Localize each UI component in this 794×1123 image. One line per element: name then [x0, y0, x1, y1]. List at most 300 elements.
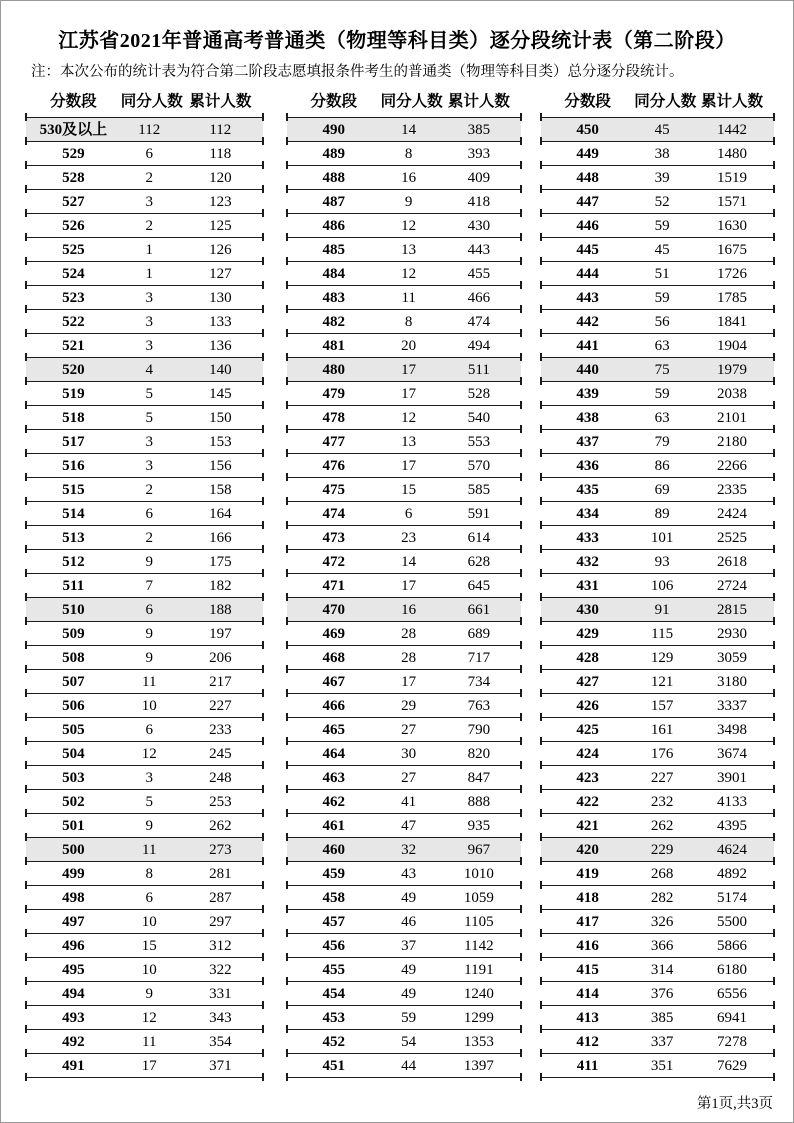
table-row: [287, 501, 521, 525]
cumulative-cell: 2424: [717, 505, 748, 522]
cumulative-cell: 248: [209, 769, 232, 786]
count-cell: 45: [654, 241, 670, 258]
cumulative-cell: 133: [209, 313, 232, 330]
count-cell: 49: [401, 889, 417, 906]
table-row: [26, 621, 263, 645]
score-cell: 433: [576, 529, 599, 546]
cumulative-cell: 4892: [717, 865, 748, 882]
score-cell: 416: [576, 937, 599, 954]
table-row: [26, 141, 263, 165]
cumulative-cell: 474: [467, 313, 491, 330]
cumulative-cell: 297: [209, 913, 232, 930]
score-cell: 517: [62, 433, 85, 450]
count-cell: 28: [401, 625, 417, 642]
cumulative-cell: 118: [209, 145, 232, 162]
table-row: [287, 381, 521, 405]
cumulative-cell: 1142: [464, 937, 494, 954]
cumulative-cell: 1240: [463, 985, 494, 1002]
count-cell: 17: [401, 577, 417, 594]
cumulative-cell: 6180: [717, 961, 748, 978]
score-cell: 490: [322, 121, 346, 138]
score-cell: 520: [62, 361, 85, 378]
score-cell: 451: [322, 1057, 346, 1074]
score-cell: 413: [576, 1009, 599, 1026]
score-cell: 430: [576, 601, 599, 618]
score-cell: 492: [62, 1033, 85, 1050]
table-row: [541, 693, 774, 717]
cumulative-cell: 3180: [717, 673, 748, 690]
count-cell: 49: [401, 985, 417, 1002]
table-row: [541, 1053, 774, 1077]
count-cell: 20: [401, 337, 417, 354]
score-cell: 456: [322, 937, 346, 954]
count-cell: 11: [142, 673, 157, 690]
header-score-segment: 分数段: [50, 93, 97, 110]
cumulative-cell: 3674: [717, 745, 748, 762]
count-cell: 89: [654, 505, 670, 522]
score-cell: 466: [322, 697, 346, 714]
count-cell: 3: [145, 457, 153, 474]
count-cell: 6: [145, 505, 153, 522]
cumulative-cell: 322: [209, 961, 232, 978]
score-cell: 476: [322, 457, 346, 474]
count-cell: 11: [142, 1033, 157, 1050]
table-row: [287, 117, 521, 141]
count-cell: 13: [401, 241, 417, 258]
table-row: [287, 1053, 521, 1077]
count-cell: 11: [401, 289, 416, 306]
table-row: [26, 573, 263, 597]
score-cell: 481: [322, 337, 346, 354]
cumulative-cell: 393: [467, 145, 491, 162]
table-row: [541, 309, 774, 333]
score-cell: 514: [62, 505, 85, 522]
count-cell: 28: [401, 649, 417, 666]
table-row: [541, 333, 774, 357]
table-row: [287, 237, 521, 261]
table-row: [26, 957, 263, 981]
table-row: [26, 669, 263, 693]
table-row: [287, 813, 521, 837]
count-cell: 52: [654, 193, 670, 210]
count-cell: 9: [145, 553, 153, 570]
count-cell: 23: [401, 529, 417, 546]
count-cell: 12: [401, 217, 417, 234]
cumulative-cell: 125: [209, 217, 232, 234]
score-cell: 494: [62, 985, 85, 1002]
score-cell: 462: [322, 793, 346, 810]
table-row: [541, 429, 774, 453]
count-cell: 59: [654, 289, 670, 306]
table-row: [287, 693, 521, 717]
table-row: [287, 741, 521, 765]
table-row: [541, 957, 774, 981]
score-cell: 434: [576, 505, 599, 522]
score-cell: 480: [322, 361, 346, 378]
count-cell: 63: [654, 409, 670, 426]
cumulative-cell: 123: [209, 193, 232, 210]
count-cell: 3: [145, 769, 153, 786]
table-row: [287, 1005, 521, 1029]
count-cell: 15: [401, 481, 417, 498]
table-row: [26, 477, 263, 501]
cumulative-cell: 150: [209, 409, 232, 426]
table-row: [26, 429, 263, 453]
score-cell: 468: [322, 649, 346, 666]
table-row: [541, 909, 774, 933]
count-cell: 79: [654, 433, 670, 450]
table-row: [26, 525, 263, 549]
cumulative-cell: 7278: [717, 1033, 748, 1050]
cumulative-cell: 1059: [463, 889, 494, 906]
score-cell: 508: [62, 649, 85, 666]
cumulative-cell: 2038: [717, 385, 748, 402]
cumulative-cell: 2266: [717, 457, 748, 474]
score-cell: 418: [576, 889, 599, 906]
score-cell: 506: [62, 697, 85, 714]
table-row: [26, 933, 263, 957]
score-cell: 497: [62, 913, 85, 930]
count-cell: 351: [650, 1057, 674, 1074]
table-row: [287, 285, 521, 309]
table-row: [287, 213, 521, 237]
cumulative-cell: 2101: [717, 409, 748, 426]
cumulative-cell: 1571: [717, 193, 748, 210]
score-cell: 463: [322, 769, 346, 786]
header-cumulative-count: 累计人数: [447, 93, 510, 110]
cumulative-cell: 3059: [717, 649, 748, 666]
count-cell: 30: [401, 745, 417, 762]
score-cell: 485: [322, 241, 346, 258]
score-cell: 445: [576, 241, 599, 258]
table-row: [26, 645, 263, 669]
cumulative-cell: 5500: [717, 913, 748, 930]
table-row: [26, 813, 263, 837]
table-row: [541, 669, 774, 693]
cumulative-cell: 661: [467, 601, 491, 618]
table-row: [287, 333, 521, 357]
table-row: [541, 1029, 774, 1053]
score-cell: 429: [576, 625, 599, 642]
score-cell: 471: [322, 577, 346, 594]
header-score-segment: 分数段: [310, 93, 358, 110]
count-cell: 14: [401, 121, 417, 138]
cumulative-cell: 4395: [717, 817, 748, 834]
score-cell: 427: [576, 673, 599, 690]
cumulative-cell: 127: [209, 265, 232, 282]
score-cell: 461: [322, 817, 346, 834]
cumulative-cell: 847: [467, 769, 491, 786]
score-cell: 509: [62, 625, 85, 642]
cumulative-cell: 614: [467, 529, 491, 546]
table-row: [541, 597, 774, 621]
score-cell: 415: [576, 961, 599, 978]
cumulative-cell: 540: [467, 409, 491, 426]
table-row: [287, 1029, 521, 1053]
table-row: [541, 981, 774, 1005]
score-cell: 432: [576, 553, 599, 570]
score-cell: 420: [576, 841, 599, 858]
count-cell: 5: [145, 385, 153, 402]
score-cell: 435: [576, 481, 599, 498]
cumulative-cell: 273: [209, 841, 232, 858]
table-row: [541, 717, 774, 741]
count-cell: 91: [654, 601, 670, 618]
table-row: [287, 861, 521, 885]
cumulative-cell: 1785: [717, 289, 748, 306]
cumulative-cell: 6556: [717, 985, 748, 1002]
count-cell: 17: [401, 457, 417, 474]
cumulative-cell: 2618: [717, 553, 748, 570]
cumulative-cell: 790: [467, 721, 491, 738]
score-cell: 502: [62, 793, 85, 810]
score-cell: 512: [62, 553, 85, 570]
score-cell: 487: [322, 193, 346, 210]
table-row: [26, 117, 263, 141]
cumulative-cell: 888: [467, 793, 491, 810]
cumulative-cell: 182: [209, 577, 232, 594]
cumulative-cell: 645: [467, 577, 491, 594]
score-cell: 446: [576, 217, 599, 234]
header-same-score-count: 同分人数: [380, 93, 443, 110]
cumulative-cell: 1841: [717, 313, 748, 330]
count-cell: 8: [404, 145, 413, 162]
cumulative-cell: 233: [209, 721, 232, 738]
table-row: [26, 333, 263, 357]
score-cell: 496: [62, 937, 85, 954]
count-cell: 106: [650, 577, 674, 594]
cumulative-cell: 570: [467, 457, 491, 474]
count-cell: 32: [401, 841, 417, 858]
count-cell: 86: [654, 457, 670, 474]
count-cell: 8: [145, 865, 153, 882]
table-row: [287, 405, 521, 429]
cumulative-cell: 591: [467, 505, 491, 522]
score-cell: 426: [576, 697, 599, 714]
count-cell: 9: [145, 625, 153, 642]
table-header: [26, 91, 263, 112]
count-cell: 3: [145, 193, 153, 210]
table-row: [541, 933, 774, 957]
table-row: [26, 501, 263, 525]
table-row: [26, 165, 263, 189]
table-row: [541, 837, 774, 861]
cumulative-cell: 1480: [717, 145, 748, 162]
score-table-3: [541, 91, 774, 1078]
cumulative-cell: 140: [209, 361, 232, 378]
count-cell: 49: [401, 961, 417, 978]
score-cell: 526: [62, 217, 85, 234]
score-cell: 530及以上: [39, 121, 108, 138]
table-row: [541, 141, 774, 165]
table-row: [541, 885, 774, 909]
cumulative-cell: 4133: [717, 793, 748, 810]
score-cell: 442: [576, 313, 599, 330]
cumulative-cell: 763: [467, 697, 491, 714]
score-cell: 453: [322, 1009, 346, 1026]
table-row: [26, 189, 263, 213]
table-row: [287, 621, 521, 645]
count-cell: 17: [401, 673, 417, 690]
count-cell: 385: [650, 1009, 674, 1026]
score-cell: 447: [576, 193, 599, 210]
table-row: [541, 357, 774, 381]
score-cell: 513: [62, 529, 85, 546]
table-row: [287, 357, 521, 381]
table-row: [287, 669, 521, 693]
cumulative-cell: 553: [467, 433, 491, 450]
score-cell: 500: [62, 841, 85, 858]
cumulative-cell: 1397: [463, 1057, 494, 1074]
score-cell: 503: [62, 769, 85, 786]
cumulative-cell: 4624: [717, 841, 748, 858]
count-cell: 13: [401, 433, 417, 450]
page-title: 江苏省2021年普通高考普通类（物理等科目类）逐分段统计表（第二阶段）: [58, 30, 736, 52]
count-cell: 268: [650, 865, 674, 882]
table-row: [287, 933, 521, 957]
table-row: [541, 813, 774, 837]
cumulative-cell: 2335: [717, 481, 748, 498]
count-cell: 59: [654, 217, 670, 234]
score-cell: 437: [576, 433, 599, 450]
table-row: [26, 1053, 263, 1077]
table-row: [287, 453, 521, 477]
table-row: [287, 261, 521, 285]
score-cell: 458: [322, 889, 346, 906]
cumulative-cell: 130: [209, 289, 232, 306]
table-row: [287, 645, 521, 669]
cumulative-cell: 967: [467, 841, 491, 858]
cumulative-cell: 217: [209, 673, 232, 690]
score-cell: 511: [62, 577, 85, 594]
score-cell: 472: [322, 553, 346, 570]
table-row: [26, 789, 263, 813]
table-row: [541, 789, 774, 813]
table-header: [287, 91, 521, 112]
cumulative-cell: 1675: [717, 241, 748, 258]
cumulative-cell: 1191: [464, 961, 494, 978]
count-cell: 282: [650, 889, 674, 906]
table-row: [26, 861, 263, 885]
count-cell: 176: [650, 745, 674, 762]
count-cell: 101: [650, 529, 674, 546]
cumulative-cell: 734: [467, 673, 491, 690]
score-cell: 423: [576, 769, 599, 786]
cumulative-cell: 585: [467, 481, 491, 498]
table-row: [287, 765, 521, 789]
cumulative-cell: 156: [209, 457, 232, 474]
count-cell: 12: [401, 409, 417, 426]
count-cell: 115: [651, 625, 674, 642]
cumulative-cell: 628: [467, 553, 491, 570]
table-row: [541, 237, 774, 261]
cumulative-cell: 5866: [717, 937, 748, 954]
table-bottom-line: [26, 1077, 263, 1078]
table-row: [26, 741, 263, 765]
table-row: [541, 621, 774, 645]
count-cell: 75: [654, 361, 670, 378]
count-cell: 366: [650, 937, 674, 954]
count-cell: 9: [404, 193, 413, 210]
score-cell: 522: [62, 313, 85, 330]
score-cell: 489: [322, 145, 346, 162]
count-cell: 45: [654, 121, 670, 138]
count-cell: 14: [401, 553, 417, 570]
count-cell: 2: [145, 529, 153, 546]
count-cell: 37: [401, 937, 417, 954]
score-cell: 518: [62, 409, 85, 426]
table-row: [287, 573, 521, 597]
count-cell: 12: [401, 265, 417, 282]
score-cell: 438: [576, 409, 599, 426]
cumulative-cell: 455: [467, 265, 491, 282]
score-cell: 495: [62, 961, 85, 978]
cumulative-cell: 206: [209, 649, 232, 666]
cumulative-cell: 197: [209, 625, 232, 642]
table-row: [287, 525, 521, 549]
cumulative-cell: 136: [209, 337, 232, 354]
count-cell: 6: [404, 505, 413, 522]
cumulative-cell: 689: [467, 625, 491, 642]
score-cell: 528: [62, 169, 85, 186]
count-cell: 314: [650, 961, 674, 978]
count-cell: 39: [654, 169, 670, 186]
count-cell: 6: [145, 889, 153, 906]
cumulative-cell: 175: [209, 553, 232, 570]
score-cell: 478: [322, 409, 346, 426]
score-cell: 417: [576, 913, 599, 930]
score-cell: 464: [322, 745, 346, 762]
score-cell: 527: [62, 193, 85, 210]
cumulative-cell: 227: [209, 697, 232, 714]
table-row: [26, 453, 263, 477]
cumulative-cell: 1299: [463, 1009, 494, 1026]
count-cell: 16: [401, 169, 417, 186]
count-cell: 232: [650, 793, 674, 810]
count-cell: 2: [145, 169, 153, 186]
cumulative-cell: 528: [467, 385, 491, 402]
cumulative-cell: 145: [209, 385, 232, 402]
count-cell: 112: [138, 121, 161, 138]
cumulative-cell: 3901: [717, 769, 748, 786]
table-bottom-line: [287, 1077, 521, 1078]
cumulative-cell: 820: [467, 745, 491, 762]
table-row: [26, 693, 263, 717]
table-row: [541, 765, 774, 789]
table-row: [541, 741, 774, 765]
table-body: [541, 117, 774, 1078]
count-cell: 10: [141, 697, 157, 714]
table-row: [287, 789, 521, 813]
count-cell: 27: [401, 769, 417, 786]
score-cell: 488: [322, 169, 346, 186]
cumulative-cell: 1010: [463, 865, 494, 882]
score-cell: 444: [576, 265, 599, 282]
score-cell: 504: [62, 745, 85, 762]
table-row: [541, 189, 774, 213]
table-row: [541, 861, 774, 885]
table-row: [287, 717, 521, 741]
cumulative-cell: 1353: [463, 1033, 494, 1050]
cumulative-cell: 6941: [717, 1009, 748, 1026]
count-cell: 6: [145, 721, 153, 738]
score-cell: 516: [62, 457, 85, 474]
cumulative-cell: 1726: [717, 265, 748, 282]
cumulative-cell: 494: [467, 337, 491, 354]
cumulative-cell: 153: [209, 433, 232, 450]
score-cell: 479: [322, 385, 346, 402]
table-row: [287, 549, 521, 573]
